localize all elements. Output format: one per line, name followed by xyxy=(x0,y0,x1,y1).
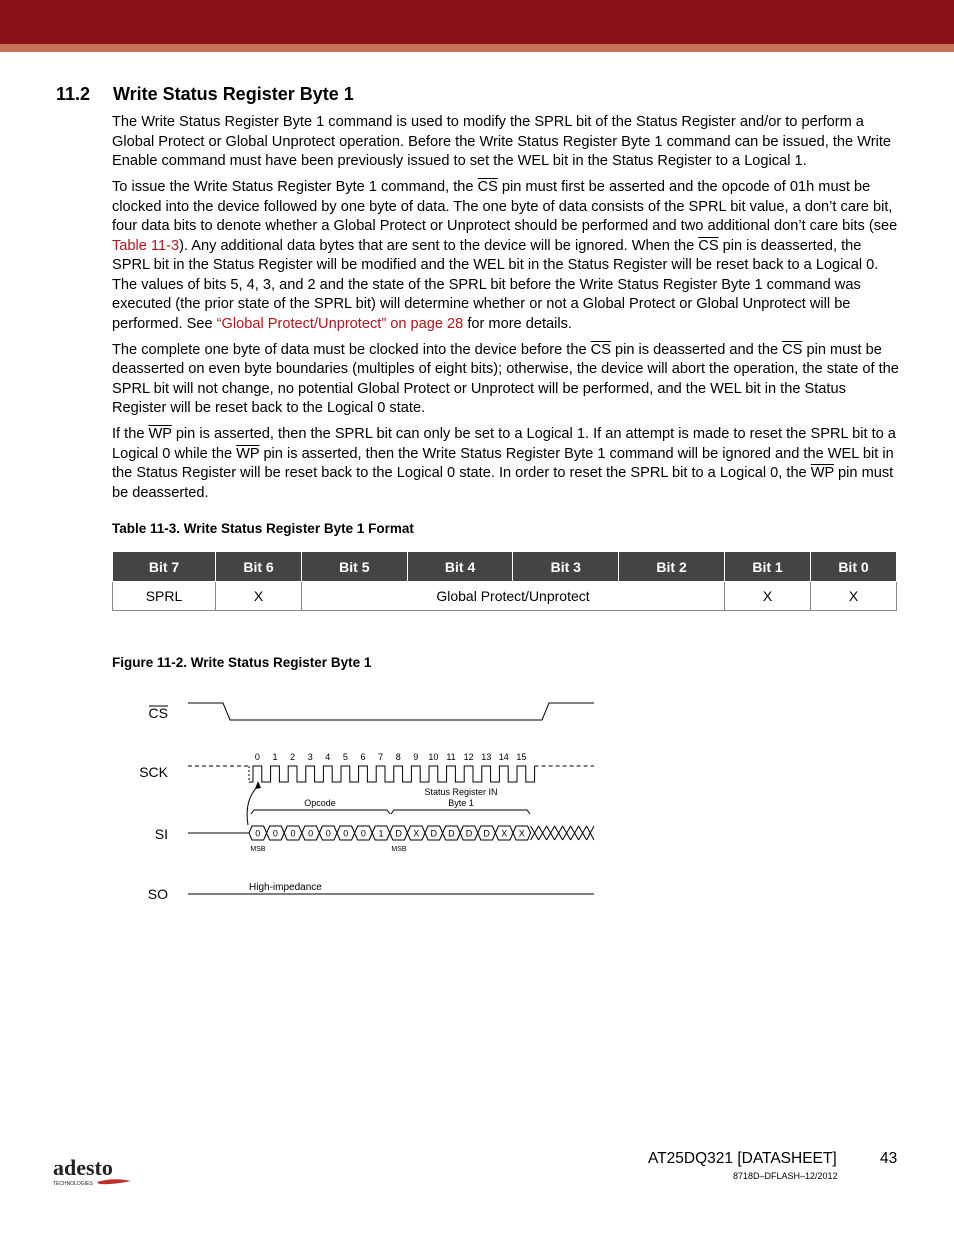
link-global-protect[interactable]: “Global Protect/Unprotect” on page 28 xyxy=(216,315,464,332)
cell-bit1: X xyxy=(725,582,811,611)
header-bit7: Bit 7 xyxy=(113,552,216,582)
clock-number: 0 xyxy=(254,752,260,762)
si-bit-value: D xyxy=(483,828,490,839)
wp-signal: $\overline{WP}$ xyxy=(236,445,260,462)
clock-number: 15 xyxy=(516,752,527,762)
si-bit-value: D xyxy=(430,828,438,839)
status-label-1: Status Register IN xyxy=(424,787,498,797)
si-bit-value: 0 xyxy=(343,828,349,839)
clock-number: 2 xyxy=(290,752,296,762)
clock-number: 14 xyxy=(498,752,509,762)
cell-bit7: SPRL xyxy=(113,582,216,611)
text-span: for more details. xyxy=(463,315,572,332)
header-bit4: Bit 4 xyxy=(407,552,513,582)
wp-signal: $\overline{WP}$ xyxy=(810,465,834,481)
clock-number: 12 xyxy=(463,752,474,762)
sck-waveform xyxy=(188,766,594,782)
register-format-table xyxy=(112,551,897,611)
opcode-label: Opcode xyxy=(304,798,336,808)
text-span: pin is asserted, then the Write Status Register Byte 1 command will be ignored and the WEL bit in the Status Register will be reset back to the Logical 0 state. In order to reset the SPRL bit to a Logical 0, the xyxy=(112,445,894,481)
cs-label: CS xyxy=(148,705,168,721)
clock-number: 4 xyxy=(325,752,331,762)
text-span: pin must first be asserted and the opcode of 01h must be clocked into the device followed by one byte of data. The one byte of data consists of the SPRL bit value, a don’t care bit, four data bits to denote whether a Global Protect or Unprotect should be performed and two additional don’t care bits (see xyxy=(112,179,898,234)
header-bit1: Bit 1 xyxy=(725,552,811,582)
status-brace xyxy=(391,810,530,814)
cs-waveform xyxy=(188,703,594,720)
text-span: To issue the Write Status Register Byte 1 command, the xyxy=(112,179,478,195)
clock-number: 8 xyxy=(395,752,401,762)
high-impedance-label: High-impedance xyxy=(249,882,322,893)
si-bit-value: D xyxy=(448,828,455,839)
adesto-logo xyxy=(53,1155,138,1187)
si-bit-value: 1 xyxy=(378,828,384,839)
header-bit0: Bit 0 xyxy=(810,552,896,582)
si-bit-value: X xyxy=(413,828,420,839)
header-bit2: Bit 2 xyxy=(619,552,725,582)
clock-number: 3 xyxy=(307,752,313,762)
clock-number: 13 xyxy=(481,752,492,762)
footer-page-number: 43 xyxy=(880,1150,898,1167)
section-heading xyxy=(56,84,354,105)
arrow-head-icon xyxy=(255,781,261,789)
header-bit5: Bit 5 xyxy=(301,552,407,582)
si-bit-value: X xyxy=(518,828,525,839)
body-text xyxy=(112,113,902,510)
cs-signal: $\overline{CS}$ xyxy=(590,341,611,358)
text-span: If the xyxy=(112,426,149,442)
logo-sub: TECHNOLOGIES xyxy=(53,1181,93,1187)
paragraph-4 xyxy=(112,425,902,503)
si-bit-value: 0 xyxy=(290,828,296,839)
text-span: pin is deasserted and the xyxy=(610,341,783,358)
paragraph-1: The Write Status Register Byte 1 command is used to modify the SPRL bit of the Status Register and/or to perform a Global Protect or Global Unprotect operation. Before the Write Status Register Byte 1 command can be issued, the Write Enable command must have been previously issued to set the WEL bit in the Status Register to a Logical 1. xyxy=(112,114,891,169)
clock-number: 6 xyxy=(360,752,366,762)
si-label: SI xyxy=(154,826,168,842)
link-table-11-3[interactable]: Table 11-3 xyxy=(112,237,180,254)
si-bit-value: D xyxy=(465,828,473,839)
header-bit6: Bit 6 xyxy=(216,552,302,582)
si-bit-value: 0 xyxy=(325,828,331,839)
sample-arrow xyxy=(247,786,258,825)
section-number: 11.2 xyxy=(56,84,91,104)
cell-bit0: X xyxy=(810,582,896,611)
paragraph-3 xyxy=(112,341,902,419)
clock-number: 7 xyxy=(378,752,384,762)
header-stripe xyxy=(0,44,954,52)
si-bit-value: 0 xyxy=(272,828,278,839)
text-span: The complete one byte of data must be clocked into the device before the xyxy=(112,341,591,358)
clock-number: 11 xyxy=(446,752,456,762)
header-bit3: Bit 3 xyxy=(513,552,619,582)
si-bit-value: 0 xyxy=(360,828,366,839)
figure-caption: Figure 11-2. Write Status Register Byte 1 xyxy=(112,655,372,670)
clock-number: 10 xyxy=(428,752,439,762)
si-bit-value: 0 xyxy=(255,828,261,839)
clock-number: 9 xyxy=(413,752,419,762)
footer-doc-code: 8718D–DFLASH–12/2012 xyxy=(733,1171,838,1181)
section-title: Write Status Register Byte 1 xyxy=(113,84,354,104)
clock-number-labels xyxy=(255,752,527,762)
text-span: pin must be deasserted on even byte boundaries (multiples of eight bits); otherwise, the device will abort the operation, the state of the SPRL bit will not change, no potential Global Protect or Unprotect will be performed, and the WEL bit in the Status Register will be reset back to the Logical 0 state. xyxy=(112,341,899,416)
si-bit-value: X xyxy=(501,828,508,839)
cell-bit6: X xyxy=(216,582,302,611)
text-span: pin must be deasserted. xyxy=(112,465,894,501)
cs-signal: $\overline{CS}$ xyxy=(477,179,498,195)
clock-number: 5 xyxy=(342,752,348,762)
footer-doc-title: AT25DQ321 [DATASHEET] xyxy=(648,1150,837,1167)
sck-clock-pulses xyxy=(249,766,535,782)
msb-label-data: MSB xyxy=(391,846,407,853)
cell-bits5-2: Global Protect/Unprotect xyxy=(301,582,724,611)
table-row xyxy=(113,582,897,611)
status-label-2: Byte 1 xyxy=(448,798,474,808)
cs-signal: $\overline{CS}$ xyxy=(698,237,719,254)
si-waveform xyxy=(249,826,594,840)
wp-signal: $\overline{WP}$ xyxy=(148,426,172,442)
paragraph-2 xyxy=(112,178,902,334)
msb-label-opcode: MSB xyxy=(250,846,266,853)
text-span: ). Any additional data bytes that are sent to the device will be ignored. When the xyxy=(179,237,699,254)
so-label: SO xyxy=(147,886,168,902)
si-bit-value: 0 xyxy=(308,828,314,839)
timing-diagram xyxy=(112,690,612,910)
sck-label: SCK xyxy=(139,764,168,780)
text-span: pin is asserted, then the SPRL bit can only be set to a Logical 1. If an attempt is made to reset the SPRL bit to a Logical 0 while the xyxy=(112,426,896,462)
logo-text: adesto xyxy=(53,1155,113,1180)
table-header-row xyxy=(113,552,897,582)
text-span: pin is deasserted, the SPRL bit in the Status Register will be modified and the WEL bit in the Status Register will be reset back to a Logical 0. The values of bits 5, 4, 3, and 2 and the state of the SPRL bit before the Write Status Register Byte 1 command was executed (the prior state of the SPRL bit) will determine whether or not a Global Protect or Global Unprotect will be performed. See xyxy=(112,237,879,332)
opcode-brace xyxy=(251,810,390,814)
table-caption: Table 11-3. Write Status Register Byte 1 Format xyxy=(112,521,414,536)
clock-number: 1 xyxy=(272,752,278,762)
header-bar xyxy=(0,0,954,44)
si-bit-value: D xyxy=(395,828,402,839)
cs-signal: $\overline{CS}$ xyxy=(782,341,803,358)
